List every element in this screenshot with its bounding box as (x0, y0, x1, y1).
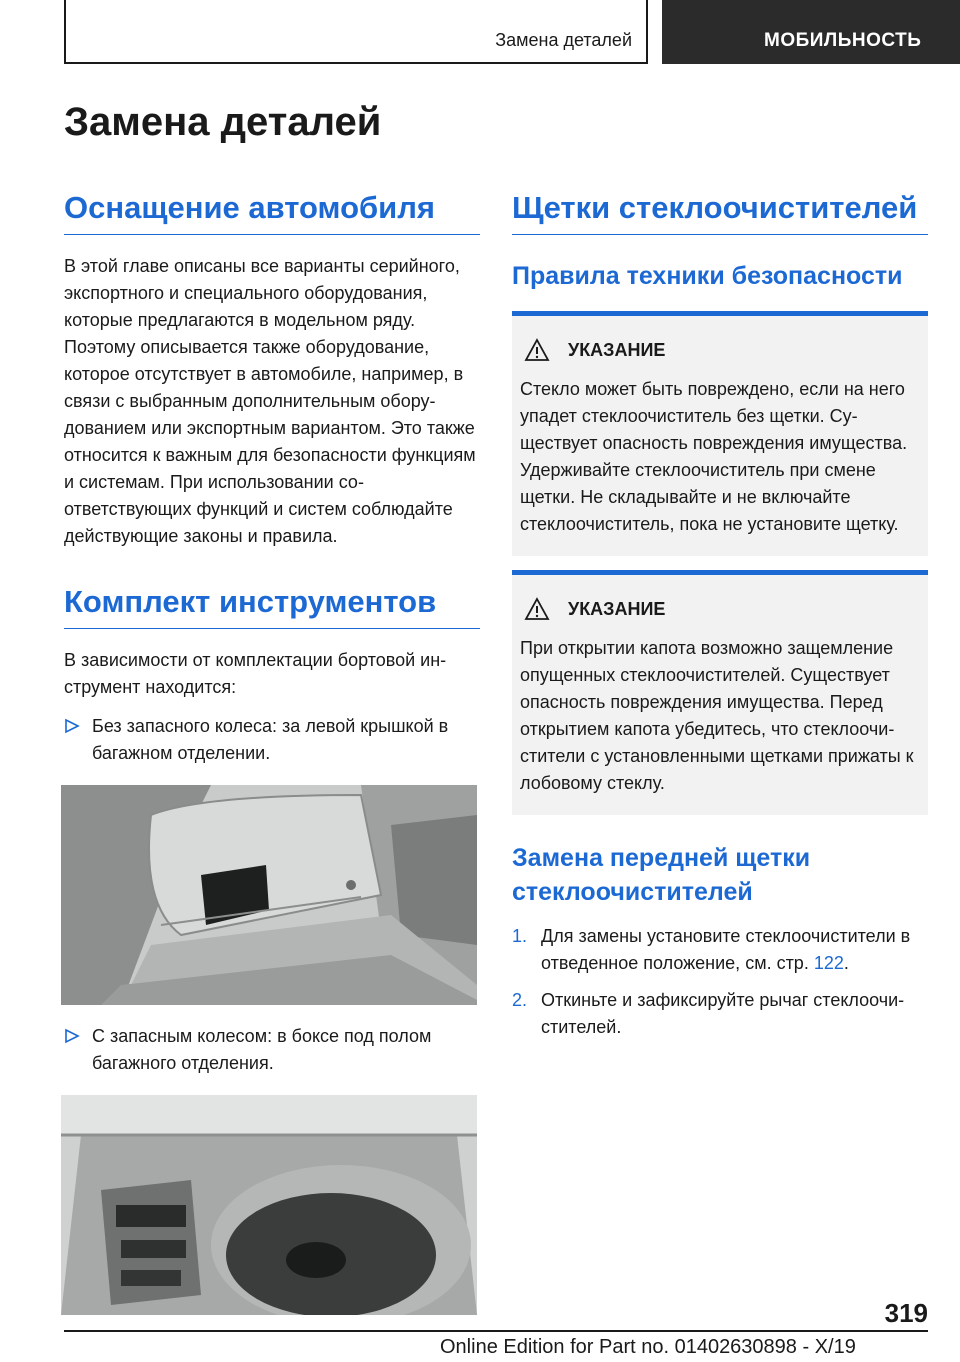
step-text-end: . (843, 953, 849, 973)
left-column (64, 186, 480, 1315)
header-tab-section-label: Замена деталей (495, 30, 632, 50)
header-tab-chapter (662, 0, 960, 64)
toolkit-intro: В зависимости от комплектации бортовой инструмент находится: (64, 650, 447, 697)
section-heading-toolkit: Комплект инструментов (64, 580, 480, 629)
step-text: Для замены установите стеклоочистители в отведенное положение, см. стр. (541, 926, 911, 973)
notice-box (512, 570, 928, 815)
page-number: 319 (884, 1298, 928, 1328)
bullet-text: С запасным колесом: в боксе под полом багажного отделения. (92, 1026, 432, 1073)
footer-divider (64, 1330, 928, 1332)
header-tab-section (64, 0, 648, 64)
triangle-right-icon (64, 718, 80, 734)
section-heading-wipers: Щетки стеклоочистителей (512, 186, 928, 235)
warning-triangle-icon (524, 597, 550, 621)
equipment-paragraph: В этой главе описаны все варианты серийного, экспортного и специального оборудования, которые предлагаются в модельном ряду. Поэтому описывается также оборудование, которое отсутствует в автомобиле, например, в связи с выбранным дополнительным оборудованием или экспортным вариантом. Это также относится к важным для безопасности функциям и системам. При использовании соответствующих функций и систем соблюдайте действующие законы и правила. (64, 256, 476, 546)
footer-edition: Online Edition for Part no. 01402630898 - X/19 (440, 1336, 856, 1358)
warning-triangle-icon (524, 338, 550, 362)
list-item (64, 1023, 480, 1077)
notice-box (512, 311, 928, 556)
trunk-side-cover-photo (61, 785, 477, 1005)
notice-header (520, 597, 922, 621)
page-reference-link[interactable]: 122 (813, 953, 844, 973)
step-number: 1. (512, 926, 528, 946)
subheading-safety: Правила техники безопасности (512, 262, 903, 290)
steps-list (512, 923, 928, 1041)
bullet-text: Без запасного колеса: за левой крышкой в багажном отделении. (92, 716, 449, 763)
notice-text: Стекло может быть повреждено, если на него упадет стеклоочиститель без щетки. Существует опасность повреждения имущества. Удерживайте стеклоочиститель при смене щетки. Не складывайте и не включайте стеклоочиститель, пока не установите щетку. (520, 379, 908, 534)
step-item (512, 923, 928, 977)
step-item (512, 987, 928, 1041)
notice-title: УКАЗАНИЕ (568, 598, 666, 619)
notice-text: При открытии капота возможно защемление опущенных стеклоочистителей. Существует опасность повреждения имущества. Перед открытием капота убедитесь, что стеклоочистители с установленными щетками прижаты к лобовому стеклу. (520, 638, 914, 793)
list-item (64, 713, 480, 767)
header-tab-chapter-label: МОБИЛЬНОСТЬ (764, 30, 922, 51)
subheading-front-wiper-replace: Замена передней щетки стеклоочистителей (512, 844, 811, 906)
spare-wheel-box-photo (61, 1095, 477, 1315)
notice-header (520, 338, 922, 362)
triangle-right-icon (64, 1028, 80, 1044)
page-title: Замена деталей (64, 100, 382, 144)
section-heading-equipment: Оснащение автомобиля (64, 186, 480, 235)
step-number: 2. (512, 990, 528, 1010)
step-text: Откиньте и зафиксируйте рычаг стеклоочистителей. (541, 990, 905, 1037)
notice-title: УКАЗАНИЕ (568, 339, 666, 360)
right-column (512, 186, 928, 1041)
